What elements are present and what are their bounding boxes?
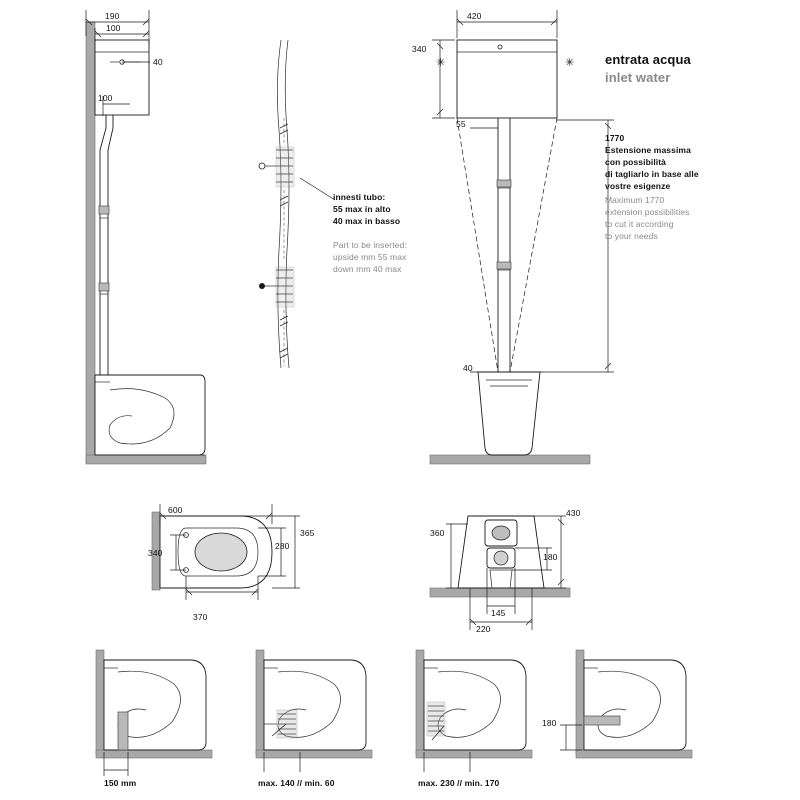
variant1-wall xyxy=(96,650,104,754)
dim-365: 365 xyxy=(300,528,315,538)
variant2-wall xyxy=(256,650,264,754)
ext-it-1: Estensione massima xyxy=(605,145,691,155)
pipe-note-it-1: innesti tubo: xyxy=(333,192,386,202)
ext-en-3: to cut it according xyxy=(605,219,674,229)
pipe-note-en-3: down mm 40 max xyxy=(333,264,402,274)
dim-left-100-top: 100 xyxy=(106,23,121,33)
dim-plan-340: 340 xyxy=(148,548,163,558)
dim-430: 430 xyxy=(566,508,581,518)
ext-it-2: con possibilità xyxy=(605,157,667,167)
ext-en-2: extension possibilities xyxy=(605,207,690,217)
inlet-label-it: entrata acqua xyxy=(605,52,691,67)
dim-220: 220 xyxy=(476,624,491,634)
left-floor xyxy=(86,455,206,464)
dim-left-40: 40 xyxy=(153,57,163,67)
inlet-label-en: inlet water xyxy=(605,70,671,85)
pipe-note-en-1: Part to be inserted: xyxy=(333,240,407,250)
ext-it-3: di tagliarlo in base alle xyxy=(605,169,699,179)
variant-label-2: max. 140 // min. 60 xyxy=(258,778,335,788)
dim-280: 280 xyxy=(275,541,290,551)
dim-left-100-mid: 100 xyxy=(98,93,113,103)
dim-right-40: 40 xyxy=(463,363,473,373)
ext-it-4: vostre esigenze xyxy=(605,181,671,191)
variant1-pipe xyxy=(118,712,128,750)
dim-600: 600 xyxy=(168,505,183,515)
svg-text:✳: ✳ xyxy=(436,57,446,69)
variant3-wall xyxy=(416,650,424,754)
variant4-pipe xyxy=(584,716,620,725)
svg-text:✳: ✳ xyxy=(565,57,575,69)
dim-145: 145 xyxy=(491,608,506,618)
pipe-note-en-2: upside mm 55 max xyxy=(333,252,407,262)
pipe-note-it-3: 40 max in basso xyxy=(333,216,401,226)
left-wall xyxy=(86,22,95,462)
dim-190: 190 xyxy=(105,11,120,21)
right-toilet-body xyxy=(478,372,540,455)
left-toilet-body xyxy=(95,375,205,455)
ext-en-1: Maximum 1770 xyxy=(605,195,665,205)
variant-label-1: 150 mm xyxy=(104,778,137,788)
variant-label-4: 180 xyxy=(542,718,557,728)
variant-label-3: max. 230 // min. 170 xyxy=(418,778,500,788)
ext-en-4: to your needs xyxy=(605,231,658,241)
dim-340: 340 xyxy=(412,44,427,54)
dim-360: 360 xyxy=(430,528,445,538)
dim-420: 420 xyxy=(467,11,482,21)
dim-370: 370 xyxy=(193,612,208,622)
variant4-wall xyxy=(576,650,584,754)
right-floor xyxy=(430,455,590,464)
front-floor xyxy=(430,588,570,597)
dim-55: 55 xyxy=(456,119,466,129)
dim-front-180: 180 xyxy=(543,552,558,562)
ext-value: 1770 xyxy=(605,133,625,143)
pipe-note-it-2: 55 max in alto xyxy=(333,204,391,214)
